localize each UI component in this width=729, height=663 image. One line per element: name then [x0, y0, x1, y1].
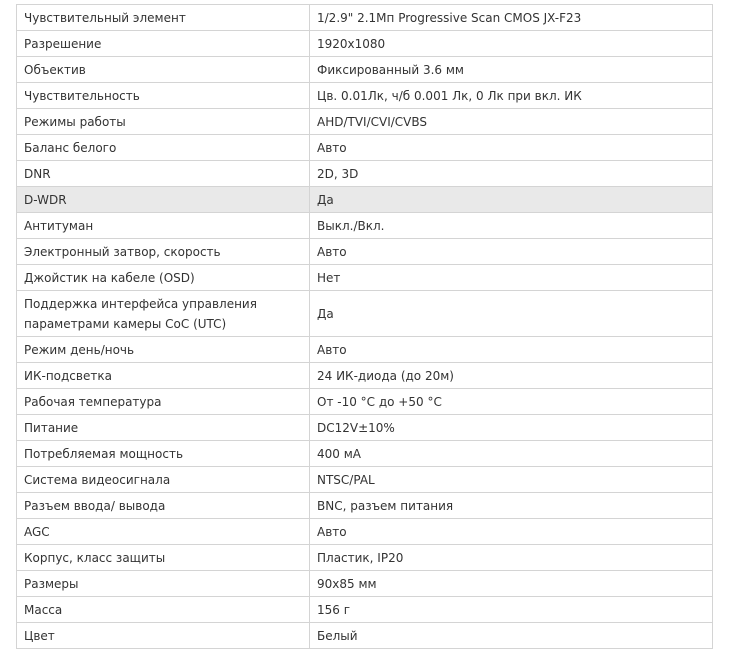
spec-name: Корпус, класс защиты — [17, 545, 310, 571]
table-row-highlighted — [17, 187, 713, 213]
spec-value: Авто — [310, 239, 713, 265]
spec-name: Баланс белого — [17, 135, 310, 161]
spec-name: Питание — [17, 415, 310, 441]
spec-name: Разрешение — [17, 31, 310, 57]
spec-name: Разъем ввода/ вывода — [17, 493, 310, 519]
table-row — [17, 389, 713, 415]
spec-name: ИК-подсветка — [17, 363, 310, 389]
spec-name: Масса — [17, 597, 310, 623]
spec-name: Потребляемая мощность — [17, 441, 310, 467]
table-row — [17, 31, 713, 57]
spec-name: Джойстик на кабеле (OSD) — [17, 265, 310, 291]
table-row — [17, 441, 713, 467]
spec-value: Авто — [310, 519, 713, 545]
table-row — [17, 467, 713, 493]
table-row — [17, 5, 713, 31]
spec-value: Да — [310, 187, 713, 213]
spec-value: От -10 °С до +50 °С — [310, 389, 713, 415]
spec-name: Режим день/ночь — [17, 337, 310, 363]
table-row — [17, 83, 713, 109]
spec-value: Цв. 0.01Лк, ч/б 0.001 Лк, 0 Лк при вкл. ИК — [310, 83, 713, 109]
spec-value: BNC, разъем питания — [310, 493, 713, 519]
spec-value: 24 ИК-диода (до 20м) — [310, 363, 713, 389]
spec-value: DC12V±10% — [310, 415, 713, 441]
table-row — [17, 493, 713, 519]
spec-value: 90x85 мм — [310, 571, 713, 597]
spec-value: Фиксированный 3.6 мм — [310, 57, 713, 83]
spec-value: AHD/TVI/CVI/CVBS — [310, 109, 713, 135]
table-row — [17, 109, 713, 135]
spec-name: Рабочая температура — [17, 389, 310, 415]
spec-name: Чувствительность — [17, 83, 310, 109]
table-row — [17, 597, 713, 623]
spec-name: D-WDR — [17, 187, 310, 213]
spec-value: 1920x1080 — [310, 31, 713, 57]
spec-value: NTSC/PAL — [310, 467, 713, 493]
table-row — [17, 623, 713, 649]
table-row — [17, 415, 713, 441]
spec-name: AGC — [17, 519, 310, 545]
table-row — [17, 545, 713, 571]
table-row — [17, 519, 713, 545]
spec-value: Выкл./Вкл. — [310, 213, 713, 239]
table-row — [17, 363, 713, 389]
spec-name: Размеры — [17, 571, 310, 597]
table-row — [17, 213, 713, 239]
spec-value: 1/2.9" 2.1Мп Progressive Scan CMOS JX-F23 — [310, 5, 713, 31]
table-row — [17, 57, 713, 83]
spec-value: 2D, 3D — [310, 161, 713, 187]
spec-value: 400 мА — [310, 441, 713, 467]
spec-value: Авто — [310, 337, 713, 363]
table-row — [17, 337, 713, 363]
spec-name: Цвет — [17, 623, 310, 649]
table-row — [17, 265, 713, 291]
spec-name: Поддержка интерфейса управления параметрами камеры CoC (UTC) — [17, 291, 310, 337]
spec-name: Антитуман — [17, 213, 310, 239]
spec-name: Чувствительный элемент — [17, 5, 310, 31]
spec-value: Авто — [310, 135, 713, 161]
spec-value: Нет — [310, 265, 713, 291]
table-row — [17, 161, 713, 187]
spec-table — [16, 4, 713, 649]
table-row — [17, 571, 713, 597]
spec-value: 156 г — [310, 597, 713, 623]
spec-name: Электронный затвор, скорость — [17, 239, 310, 265]
table-row — [17, 239, 713, 265]
table-row — [17, 291, 713, 337]
spec-value: Да — [310, 291, 713, 337]
spec-value: Белый — [310, 623, 713, 649]
table-row — [17, 135, 713, 161]
spec-name: DNR — [17, 161, 310, 187]
spec-name: Система видеосигнала — [17, 467, 310, 493]
spec-name: Режимы работы — [17, 109, 310, 135]
spec-value: Пластик, IP20 — [310, 545, 713, 571]
spec-name: Объектив — [17, 57, 310, 83]
